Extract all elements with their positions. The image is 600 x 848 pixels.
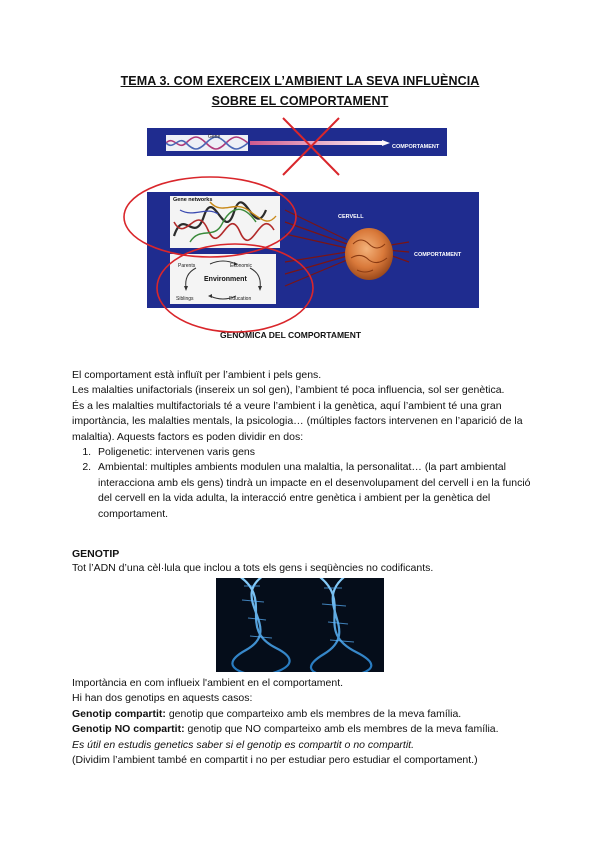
- shared-genotip-text: genotip que comparteixo amb els membres de la meva família.: [165, 707, 462, 720]
- env-siblings-label: Siblings: [176, 296, 194, 302]
- notshared-genotip-text: genotip que NO comparteixo amb els membres de la meva família.: [184, 723, 499, 736]
- shared-genotip-line: [72, 707, 542, 722]
- dna-helix-icon: [216, 578, 384, 672]
- env-education-label: Education: [229, 296, 252, 302]
- env-parents-label: Parents: [178, 263, 196, 269]
- gene-networks-icon: [170, 196, 280, 248]
- title-line-1: TEMA 3. COM EXERCEIX L’AMBIENT LA SEVA INFLUÈNCIA: [120, 74, 480, 88]
- paragraph-two-genotips: Hi han dos genotips en aquests casos:: [72, 692, 253, 705]
- dna-image: [216, 578, 384, 672]
- title-line-2: SOBRE EL COMPORTAMENT: [211, 94, 389, 108]
- env-economic-label: Economic: [230, 263, 252, 269]
- genotip-text: [72, 676, 542, 768]
- paragraph-3: És a les malalties multifactorials té a veure l’ambient i la genètica, aquí l’ambient té una gran importància, les malalties mentals, la psicologia… (múltiples factors intervenen en l’aparició de la malaltia). Aquests factors es poden dividir en dos:: [72, 399, 523, 443]
- paragraph-2: Les malalties unifactorials (insereix un sol gen), l’ambient té poca influencia, sol ser genètica.: [72, 384, 505, 397]
- final-note: (Dividim l’ambient també en compartit i no per estudiar pero estudiar el comportament.): [72, 754, 478, 767]
- list-item: 1. Poligenetic: intervenen varis gens: [94, 445, 532, 460]
- brain-icon: [345, 228, 393, 280]
- factors-list: [72, 445, 532, 522]
- cervell-label: CERVELL: [338, 214, 364, 220]
- paragraph-1: El comportament està influït per l’ambient i pels gens.: [72, 369, 322, 381]
- intro-text: [72, 368, 532, 522]
- dna-strand-icon: [166, 135, 248, 151]
- comportament-label-top: COMPORTAMENT: [392, 144, 440, 150]
- notshared-genotip-label: Genotip NO compartit:: [72, 723, 185, 736]
- gene-strip-figure: [147, 128, 447, 156]
- shared-genotip-label: Genotip compartit:: [72, 707, 166, 720]
- paragraph-influence: Importància en com influeix l'ambient en el comportament.: [72, 677, 344, 689]
- gene-label: Gene: [208, 134, 221, 140]
- italic-note: Es útil en estudis genetics saber si el genotip es compartit o no compartit.: [72, 738, 415, 751]
- gene-arrow-icon: [250, 140, 390, 146]
- gene-box: [166, 135, 248, 151]
- notshared-genotip-line: [72, 722, 542, 737]
- gene-networks-panel: [170, 196, 280, 248]
- figure-caption: GENÒMICA DEL COMPORTAMENT: [220, 330, 362, 340]
- comportament-label-main: COMPORTAMENT: [414, 252, 462, 258]
- genotip-definition: Tot l’ADN d’una cèl·lula que inclou a tots els gens i seqüències no codificants.: [72, 562, 434, 574]
- genotip-heading: GENOTIP: [72, 548, 120, 560]
- gene-networks-label: Gene networks: [173, 197, 213, 203]
- list-item: 2. Ambiental: multiples ambients modulen una malaltia, la personalitat… (la part ambiental interacciona amb els gens) tindrà un impacte en el desenvolupament del cervell i en la funció del cervell en la vida adulta, la interacció entre genètica i ambient per la genètica del comportament.: [94, 460, 532, 522]
- env-environment-label: Environment: [204, 276, 247, 283]
